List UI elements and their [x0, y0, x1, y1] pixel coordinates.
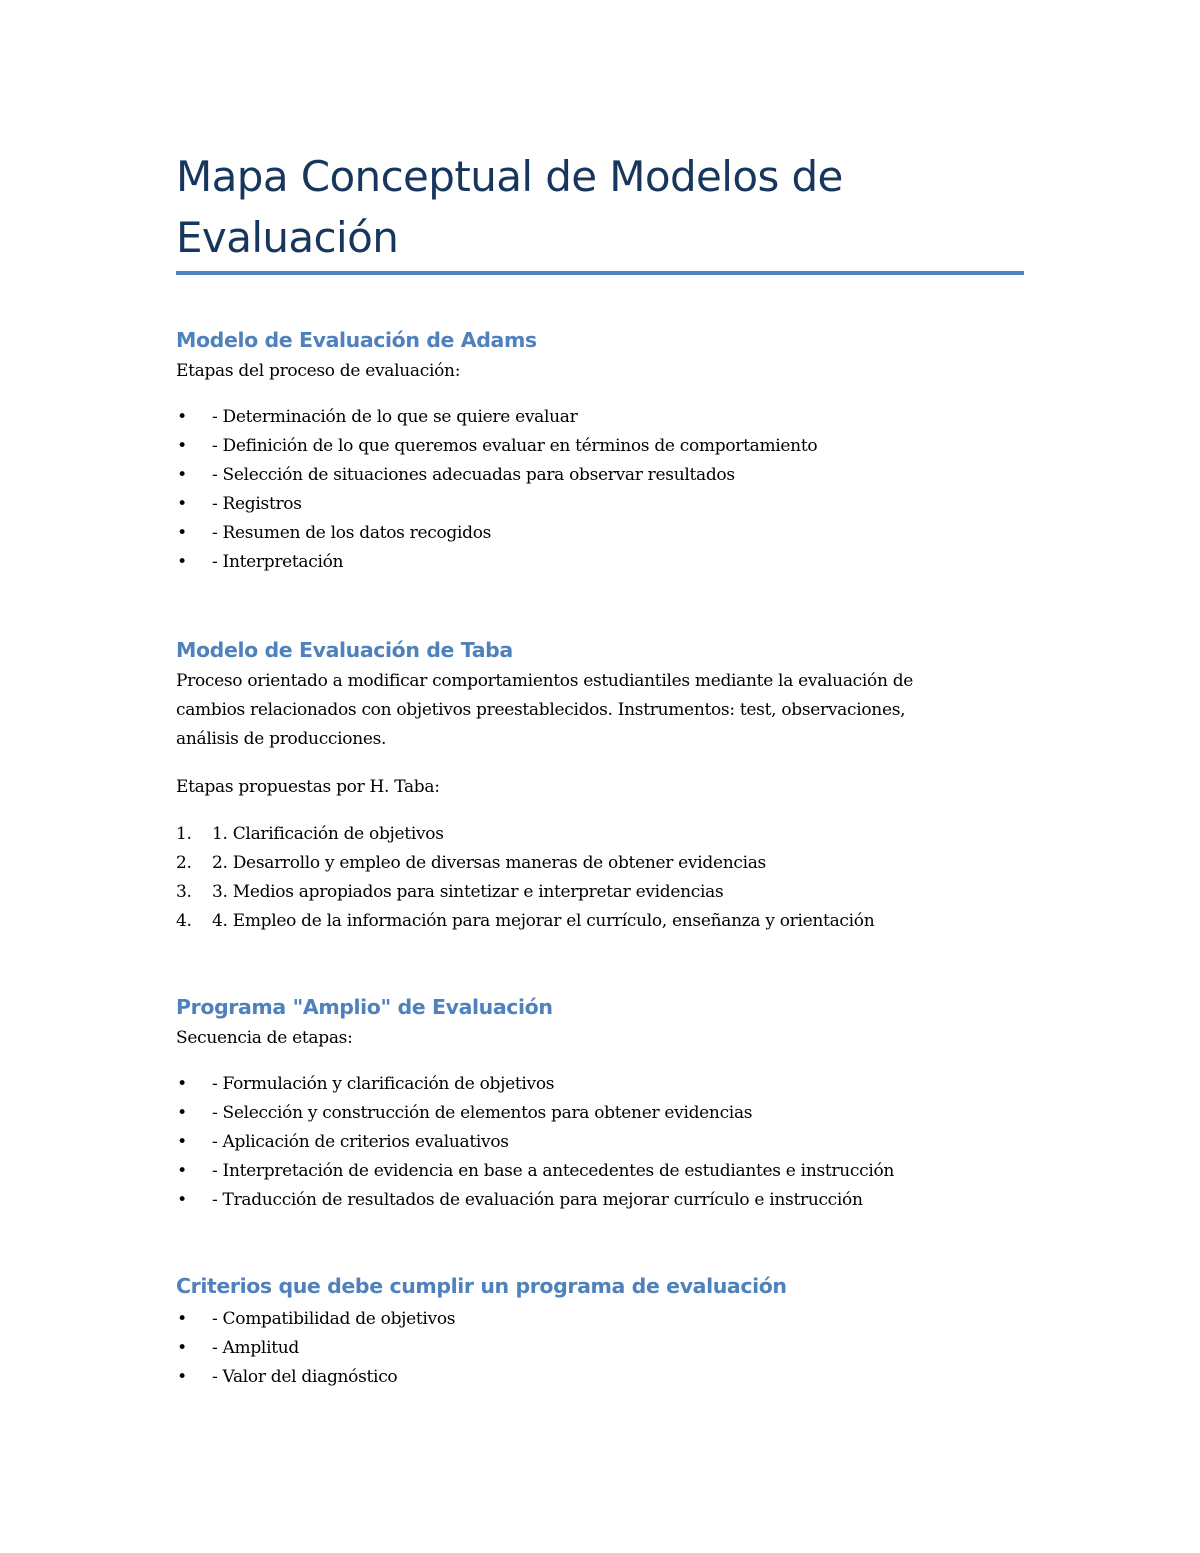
list-number: 3. — [176, 882, 192, 902]
taba-intro: Etapas propuestas por H. Taba: — [176, 777, 440, 797]
list-item: • - Traducción de resultados de evaluación para mejorar currículo e instrucción — [176, 1186, 1024, 1215]
list-item: 1. 1. Clarificación de objetivos — [176, 820, 1024, 849]
list-item: • - Resumen de los datos recogidos — [176, 519, 1024, 548]
bullet-icon: • — [177, 1309, 187, 1329]
list-item: • - Interpretación — [176, 548, 1024, 577]
list-number: 4. — [176, 911, 192, 931]
section-adams — [176, 325, 1024, 577]
criterios-list — [176, 1305, 1024, 1392]
section-taba — [176, 635, 1024, 936]
adams-intro: Etapas del proceso de evaluación: — [176, 361, 461, 381]
bullet-icon: • — [177, 1338, 187, 1358]
list-item: • - Registros — [176, 490, 1024, 519]
bullet-icon: • — [177, 523, 187, 543]
list-number: 2. — [176, 853, 192, 873]
adams-list — [176, 403, 1024, 577]
list-item: • - Selección de situaciones adecuadas para observar resultados — [176, 461, 1024, 490]
section-heading-taba: Modelo de Evaluación de Taba — [176, 638, 513, 662]
bullet-icon: • — [177, 552, 187, 572]
amplio-intro: Secuencia de etapas: — [176, 1028, 353, 1048]
taba-list — [176, 820, 1024, 936]
taba-description-line: Proceso orientado a modificar comportamientos estudiantiles mediante la evaluación de — [176, 671, 914, 691]
section-heading-adams: Modelo de Evaluación de Adams — [176, 328, 537, 352]
list-item: 4. 4. Empleo de la información para mejorar el currículo, enseñanza y orientación — [176, 907, 1024, 936]
list-item: • - Valor del diagnóstico — [176, 1363, 1024, 1392]
bullet-icon: • — [177, 1367, 187, 1387]
list-item: • - Selección y construcción de elementos para obtener evidencias — [176, 1099, 1024, 1128]
list-item: 3. 3. Medios apropiados para sintetizar e interpretar evidencias — [176, 878, 1024, 907]
bullet-icon: • — [177, 1103, 187, 1123]
taba-description-line: análisis de producciones. — [176, 729, 387, 749]
list-item: • - Interpretación de evidencia en base a antecedentes de estudiantes e instrucción — [176, 1157, 1024, 1186]
section-amplio — [176, 992, 1024, 1215]
section-heading-amplio: Programa "Amplio" de Evaluación — [176, 995, 553, 1019]
section-criterios — [176, 1271, 1024, 1392]
taba-description-line: cambios relacionados con objetivos preestablecidos. Instrumentos: test, observaciones, — [176, 700, 906, 720]
list-item: • - Amplitud — [176, 1334, 1024, 1363]
list-item: • - Definición de lo que queremos evaluar en términos de comportamiento — [176, 432, 1024, 461]
list-number: 1. — [176, 824, 192, 844]
taba-description — [176, 667, 1024, 754]
bullet-icon: • — [177, 1132, 187, 1152]
list-item: 2. 2. Desarrollo y empleo de diversas maneras de obtener evidencias — [176, 849, 1024, 878]
bullet-icon: • — [177, 1190, 187, 1210]
amplio-list — [176, 1070, 1024, 1215]
bullet-icon: • — [177, 436, 187, 456]
section-heading-criterios: Criterios que debe cumplir un programa de evaluación — [176, 1274, 787, 1298]
title-underline — [176, 271, 1024, 275]
list-item: • - Formulación y clarificación de objetivos — [176, 1070, 1024, 1099]
bullet-icon: • — [177, 1074, 187, 1094]
bullet-icon: • — [177, 465, 187, 485]
list-item: • - Aplicación de criterios evaluativos — [176, 1128, 1024, 1157]
bullet-icon: • — [177, 1161, 187, 1181]
list-item: • - Compatibilidad de objetivos — [176, 1305, 1024, 1334]
bullet-icon: • — [177, 494, 187, 514]
bullet-icon: • — [177, 407, 187, 427]
document-title: Mapa Conceptual de Modelos de Evaluación — [176, 152, 843, 262]
list-item: • - Determinación de lo que se quiere evaluar — [176, 403, 1024, 432]
